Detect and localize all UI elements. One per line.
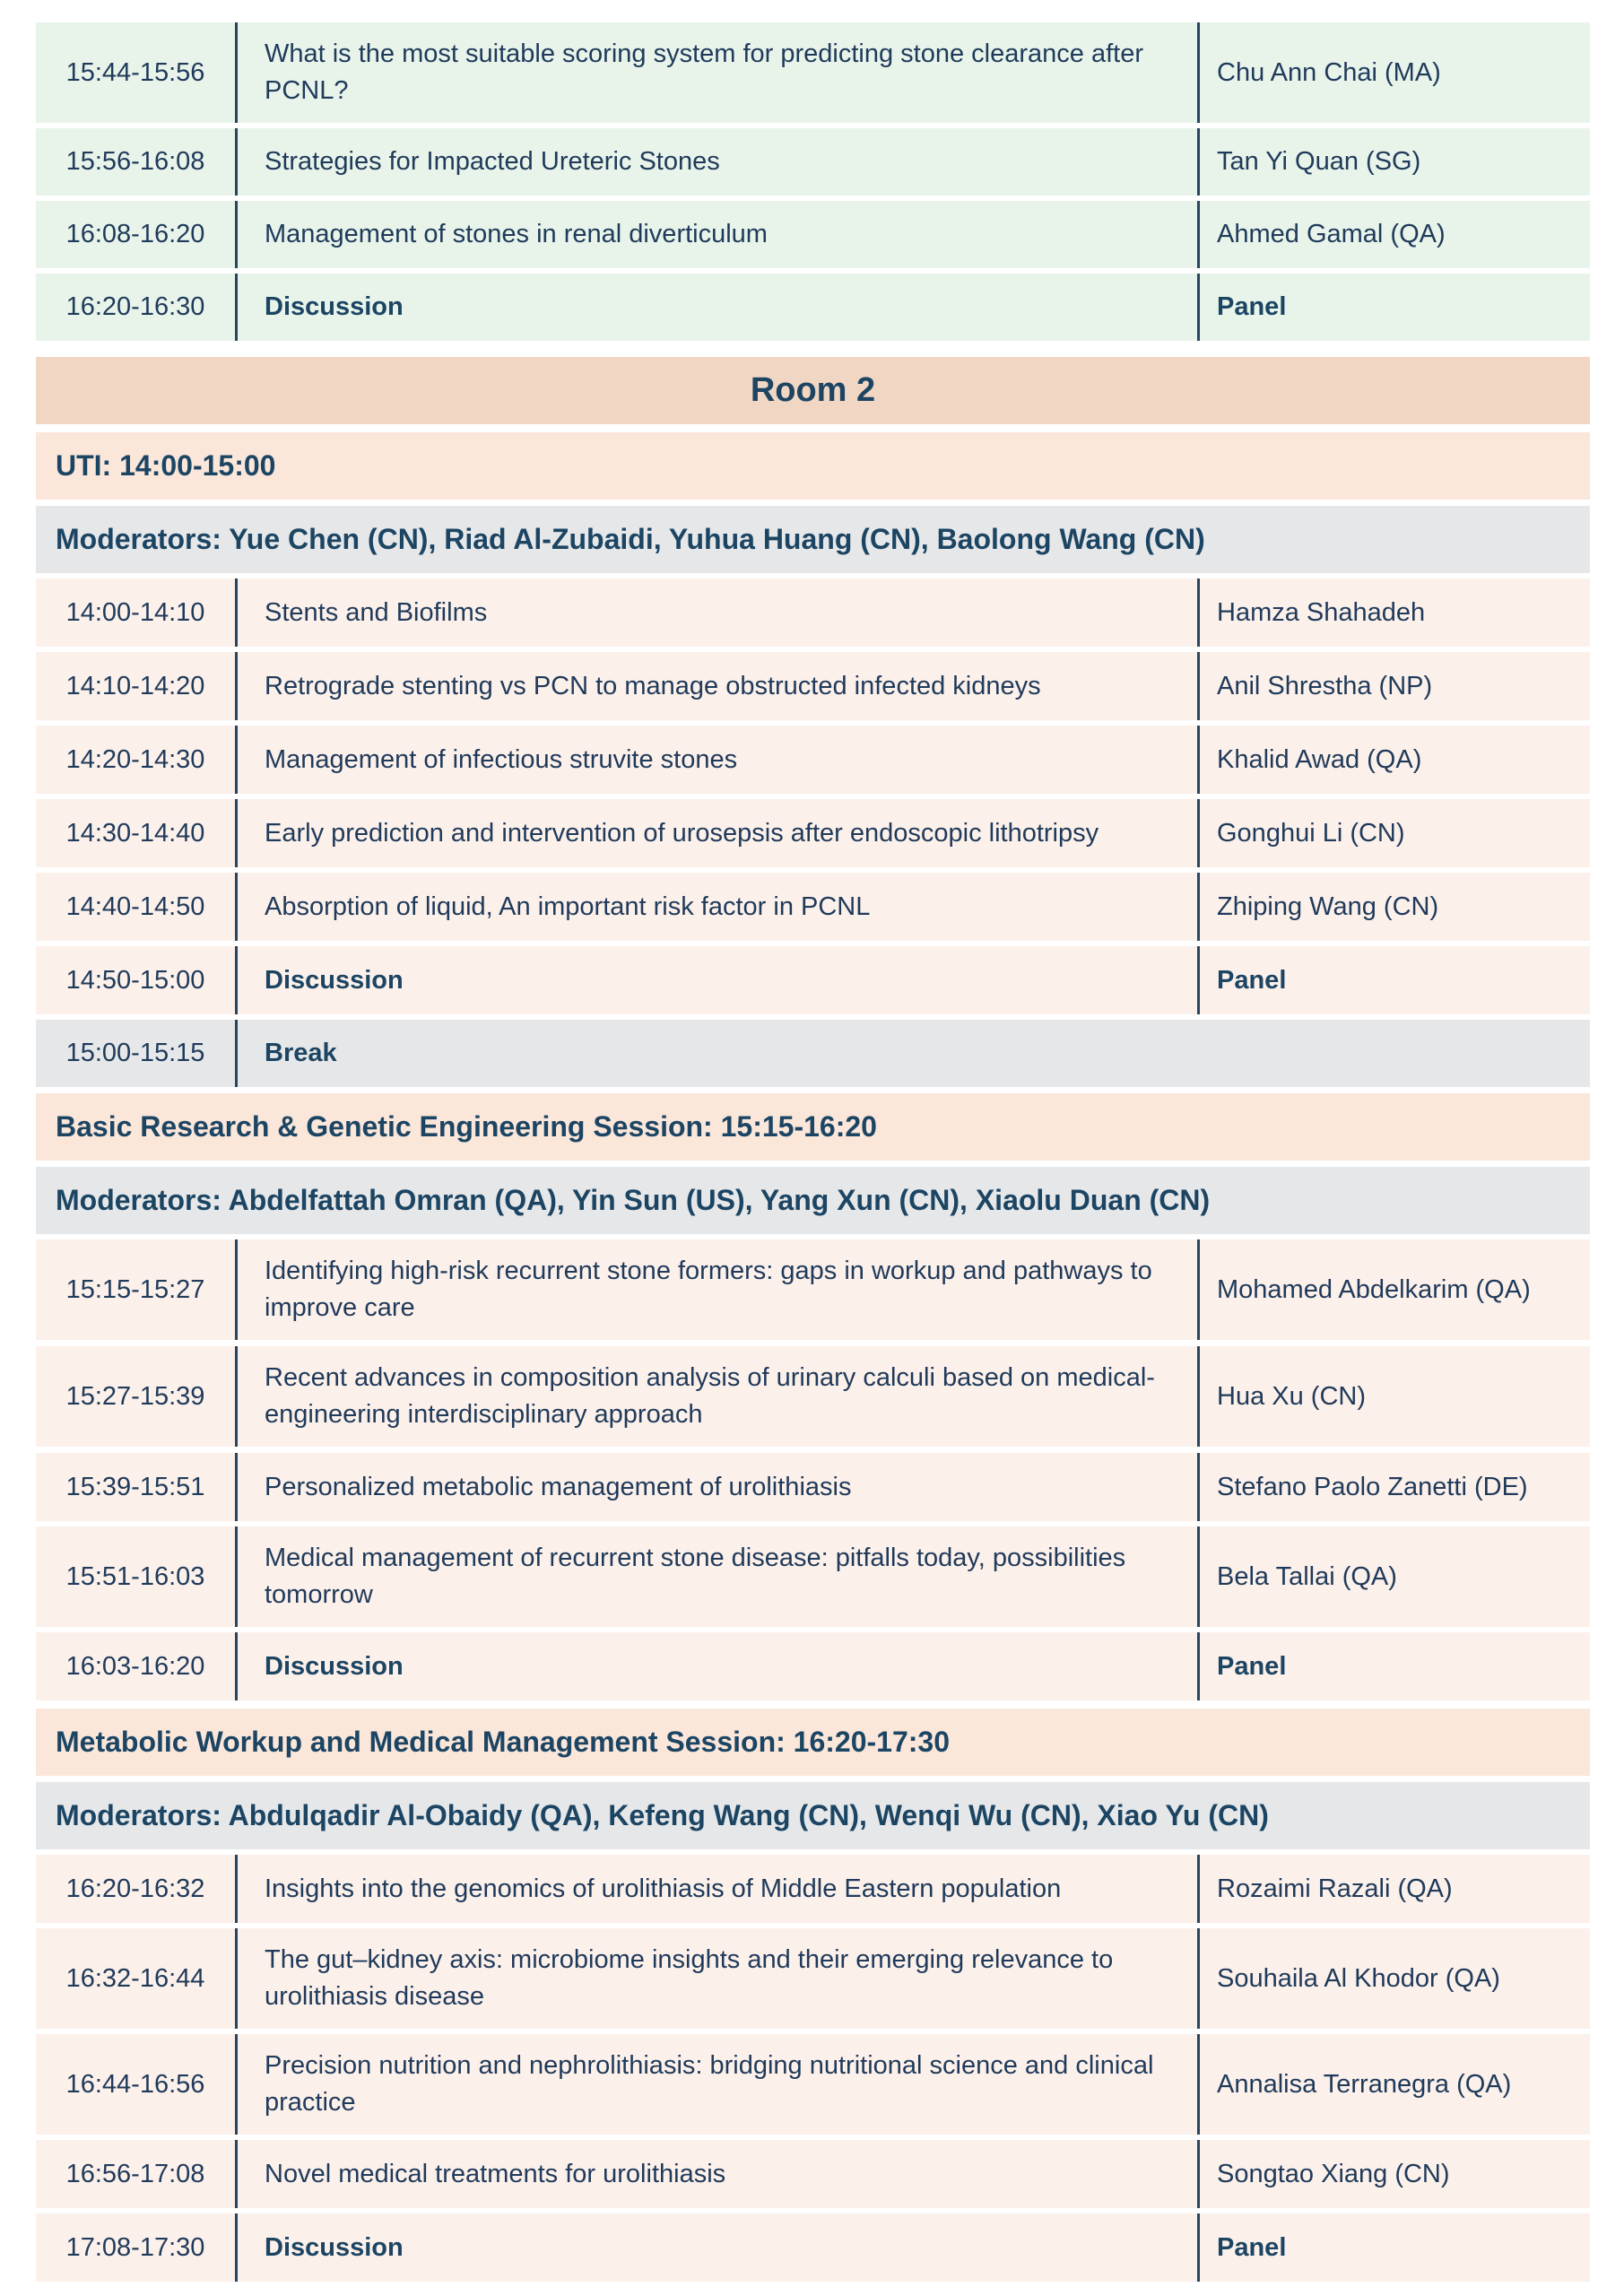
session-title: UTI: 14:00-15:00 [56, 449, 276, 482]
speaker-cell: Mohamed Abdelkarim (QA) [1217, 1274, 1531, 1304]
moderators-text: Moderators: Yue Chen (CN), Riad Al-Zubaidi, Yuhua Huang (CN), Baolong Wang (CN) [56, 523, 1205, 555]
time-cell: 14:30-14:40 [65, 818, 205, 848]
time-cell: 15:51-16:03 [65, 1561, 205, 1591]
time-cell: 16:03-16:20 [65, 1651, 205, 1681]
moderators-text: Moderators: Abdelfattah Omran (QA), Yin Sun (US), Yang Xun (CN), Xiaolu Duan (CN) [56, 1184, 1211, 1216]
time-cell: 16:20-16:32 [65, 1874, 205, 1903]
speaker-cell: Panel [1217, 2232, 1287, 2262]
break-row [36, 1020, 1590, 1087]
speaker-cell: Rozaimi Razali (QA) [1217, 1874, 1453, 1903]
speaker-cell: Khalid Awad (QA) [1217, 744, 1422, 774]
time-cell: 16:20-16:30 [65, 292, 205, 321]
topic-cell: Novel medical treatments for urolithiasis [265, 2159, 726, 2188]
time-cell: 16:56-17:08 [65, 2159, 205, 2188]
schedule-row [36, 274, 1590, 341]
room-title: Room 2 [750, 371, 876, 409]
schedule-row [36, 726, 1590, 794]
schedule-row [36, 652, 1590, 720]
time-cell: 15:39-15:51 [65, 1472, 205, 1501]
topic-cell: Medical management of recurrent stone disease: pitfalls today, possibilities tomorrow [265, 1544, 1126, 1609]
speaker-cell: Panel [1217, 292, 1287, 321]
moderators-text: Moderators: Abdulqadir Al-Obaidy (QA), Kefeng Wang (CN), Wenqi Wu (CN), Xiao Yu (CN) [56, 1799, 1269, 1831]
session-header [36, 1709, 1590, 1776]
topic-cell: Personalized metabolic management of urolithiasis [265, 1472, 852, 1501]
topic-cell: Early prediction and intervention of urosepsis after endoscopic lithotripsy [265, 818, 1099, 848]
speaker-cell: Songtao Xiang (CN) [1217, 2159, 1450, 2188]
schedule-row [36, 201, 1590, 268]
session-header [36, 1093, 1590, 1161]
speaker-cell: Annalisa Terranegra (QA) [1217, 2069, 1512, 2099]
schedule-row [36, 1346, 1590, 1447]
topic-cell: Stents and Biofilms [265, 597, 488, 627]
time-cell: 14:20-14:30 [65, 744, 205, 774]
time-cell: 15:44-15:56 [65, 57, 205, 87]
schedule-row [36, 128, 1590, 196]
schedule-row [36, 1632, 1590, 1700]
session-title: Basic Research & Genetic Engineering Session: 15:15-16:20 [56, 1110, 877, 1143]
moderators-row [36, 1167, 1590, 1234]
moderators-row [36, 1782, 1590, 1849]
schedule-row [36, 2140, 1590, 2208]
speaker-cell: Souhaila Al Khodor (QA) [1217, 1963, 1500, 1993]
time-cell: 16:08-16:20 [65, 220, 205, 248]
time-cell: 16:32-16:44 [65, 1963, 205, 1993]
speaker-cell: Chu Ann Chai (MA) [1217, 57, 1441, 87]
topic-cell: Insights into the genomics of urolithiasis of Middle Eastern population [265, 1874, 1062, 1903]
speaker-cell: Stefano Paolo Zanetti (DE) [1217, 1472, 1528, 1501]
speaker-cell: Hua Xu (CN) [1217, 1381, 1366, 1411]
speaker-cell: Panel [1217, 1651, 1287, 1681]
topic-cell: Discussion [265, 2232, 404, 2262]
time-cell: 14:40-14:50 [65, 891, 205, 921]
time-cell: 15:15-15:27 [65, 1274, 205, 1304]
schedule-row [36, 1239, 1590, 1340]
topic-cell: Strategies for Impacted Ureteric Stones [265, 147, 720, 176]
schedule-row [36, 1928, 1590, 2029]
time-cell: 14:50-15:00 [65, 965, 205, 995]
time-cell: 15:56-16:08 [65, 147, 205, 176]
schedule-row [36, 22, 1590, 123]
room-header [36, 357, 1590, 424]
topic-cell: Retrograde stenting vs PCN to manage obstructed infected kidneys [265, 671, 1041, 700]
schedule-row [36, 1855, 1590, 1923]
speaker-cell: Gonghui Li (CN) [1217, 818, 1405, 848]
schedule-row [36, 946, 1590, 1014]
schedule-row [36, 799, 1590, 867]
schedule-row [36, 578, 1590, 647]
speaker-cell: Ahmed Gamal (QA) [1217, 220, 1446, 248]
break-label: Break [265, 1039, 337, 1067]
schedule-row [36, 2034, 1590, 2135]
time-cell: 17:08-17:30 [65, 2232, 205, 2262]
topic-cell: Discussion [265, 1651, 404, 1681]
session-header [36, 432, 1590, 500]
topic-cell: Discussion [265, 965, 404, 995]
topic-cell: What is the most suitable scoring system for predicting stone clearance after PCNL? [265, 39, 1143, 105]
time-cell: 14:00-14:10 [65, 597, 205, 627]
topic-cell: Recent advances in composition analysis of urinary calculi based on medical-engineering interdisciplinary approach [265, 1363, 1155, 1429]
speaker-cell: Hamza Shahadeh [1217, 597, 1426, 627]
schedule-row [36, 873, 1590, 941]
time-cell: 16:44-16:56 [65, 2069, 205, 2099]
topic-cell: The gut–kidney axis: microbiome insights and their emerging relevance to urolithiasis disease [265, 1945, 1114, 2011]
topic-cell: Management of stones in renal diverticulum [265, 220, 768, 248]
speaker-cell: Tan Yi Quan (SG) [1217, 147, 1421, 176]
schedule-row [36, 1526, 1590, 1627]
topic-cell: Management of infectious struvite stones [265, 744, 738, 774]
session-title: Metabolic Workup and Medical Management Session: 16:20-17:30 [56, 1726, 951, 1758]
topic-cell: Identifying high-risk recurrent stone formers: gaps in workup and pathways to improve care [265, 1257, 1152, 1322]
speaker-cell: Anil Shrestha (NP) [1217, 671, 1433, 700]
topic-cell: Absorption of liquid, An important risk factor in PCNL [265, 891, 871, 921]
schedule-row [36, 2213, 1590, 2282]
topic-cell: Precision nutrition and nephrolithiasis: bridging nutritional science and clinical practice [265, 2051, 1154, 2117]
topic-cell: Discussion [265, 292, 404, 321]
time-cell: 15:00-15:15 [65, 1039, 205, 1067]
speaker-cell: Bela Tallai (QA) [1217, 1561, 1397, 1591]
schedule-row [36, 1453, 1590, 1521]
time-cell: 15:27-15:39 [65, 1381, 205, 1411]
speaker-cell: Panel [1217, 965, 1287, 995]
moderators-row [36, 506, 1590, 573]
time-cell: 14:10-14:20 [65, 671, 205, 700]
speaker-cell: Zhiping Wang (CN) [1217, 891, 1439, 921]
